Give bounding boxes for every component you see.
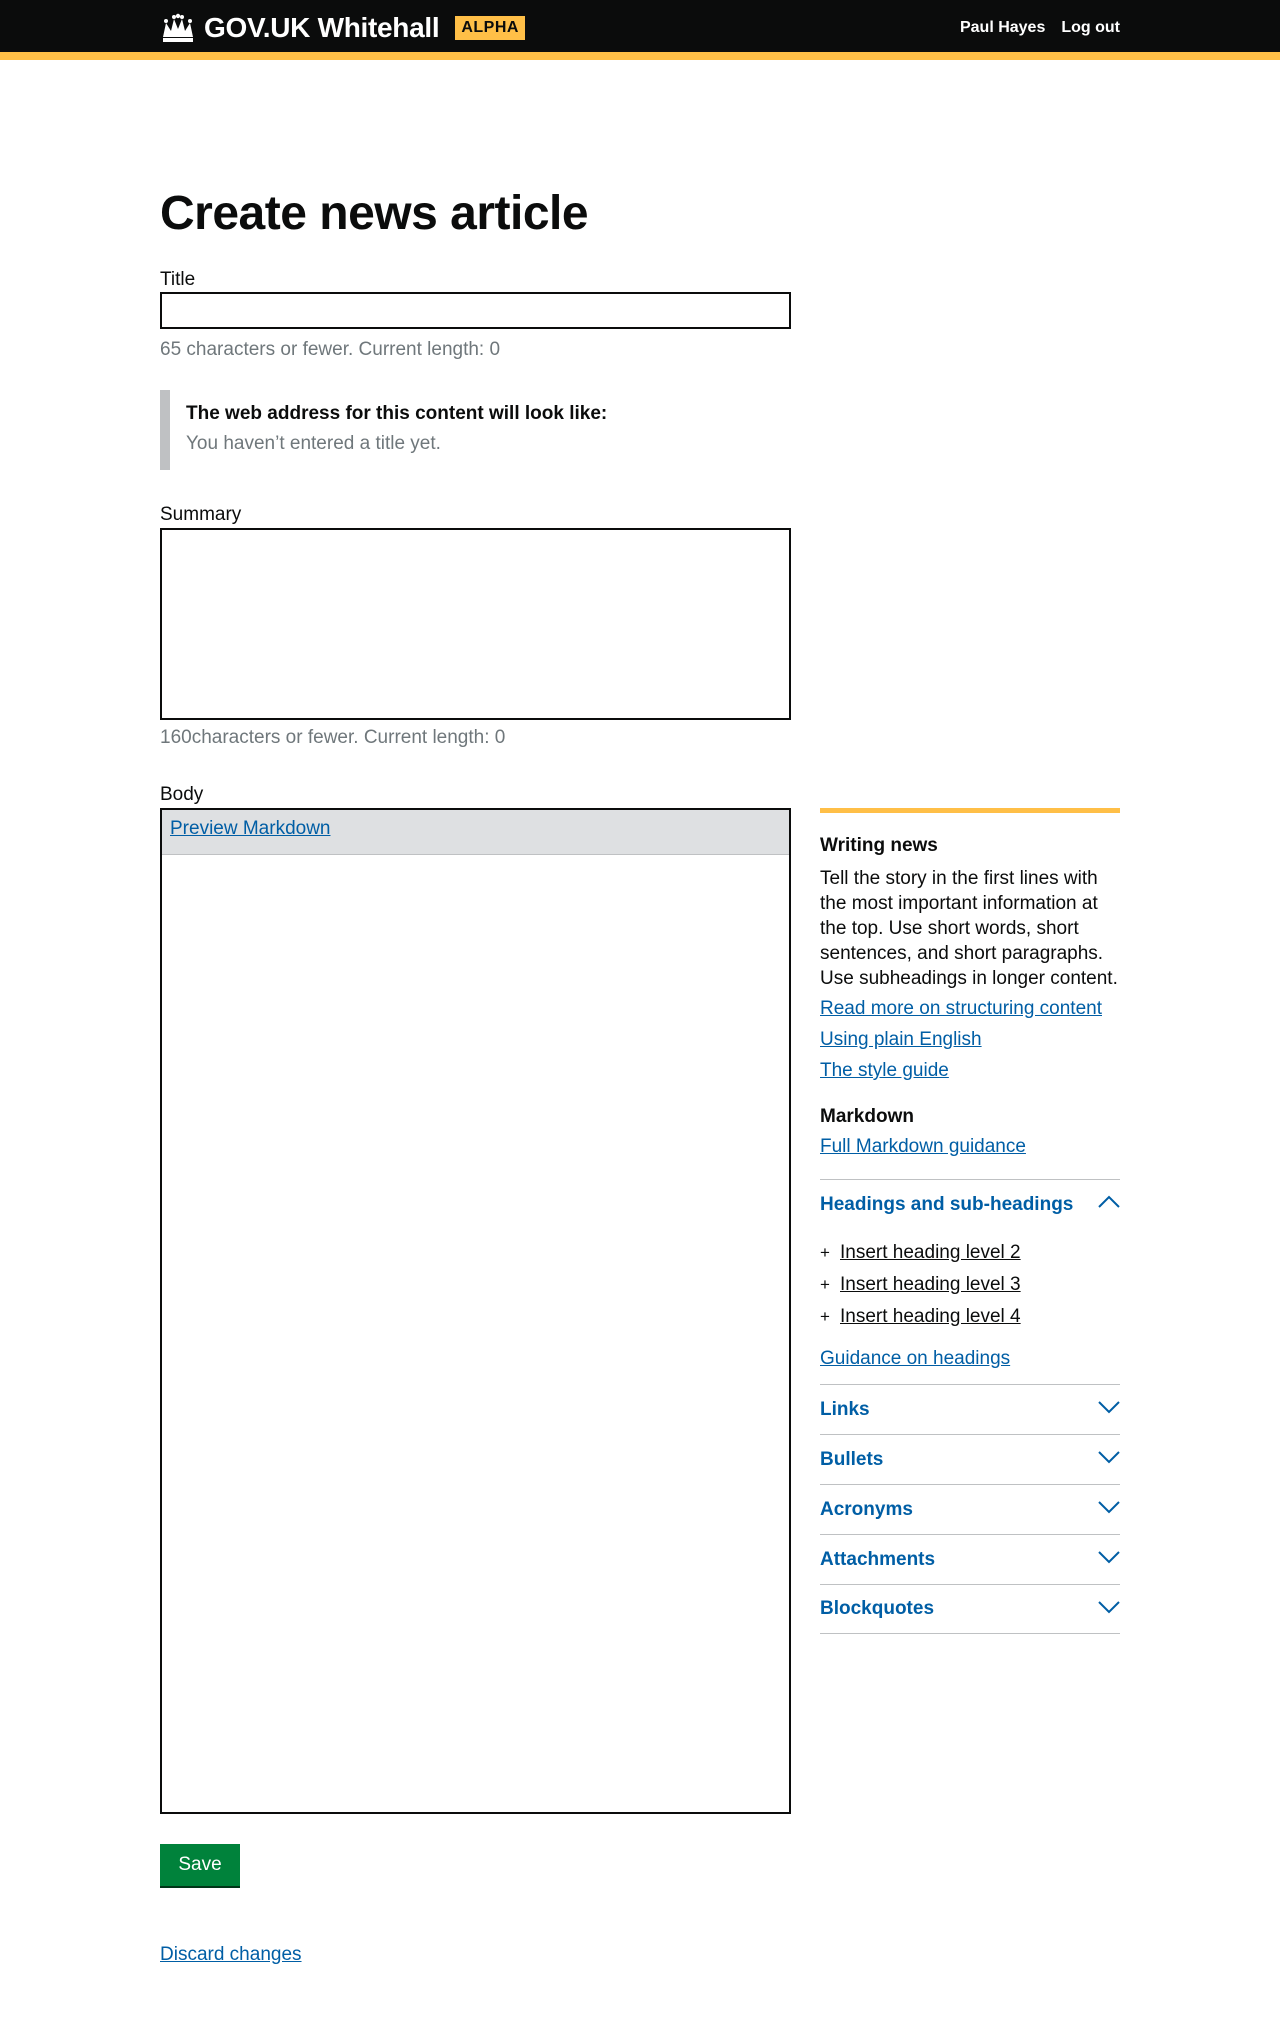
plus-icon: + [820, 1275, 830, 1294]
accordion-headings-header[interactable] [820, 1179, 1120, 1229]
accordion-headings-title: Headings and sub-headings [820, 1193, 1074, 1215]
summary-label: Summary [160, 504, 242, 525]
accordion-bullets-title: Bullets [820, 1448, 884, 1470]
title-label: Title [160, 269, 196, 290]
markdown-guidance-link[interactable]: Full Markdown guidance [820, 1136, 1026, 1157]
chevron-down-icon [1098, 1500, 1120, 1514]
structuring-content-link[interactable]: Read more on structuring content [820, 998, 1102, 1019]
summary-textarea[interactable] [160, 528, 791, 720]
logo-text: GOV.UK Whitehall [204, 12, 440, 43]
accordion-links-title: Links [820, 1398, 870, 1420]
body-label: Body [160, 784, 204, 805]
site-header [0, 0, 1280, 60]
guidance-headings-link[interactable]: Guidance on headings [820, 1348, 1011, 1369]
accordion-blockquotes-header[interactable] [820, 1584, 1120, 1634]
save-button[interactable]: Save [160, 1844, 240, 1886]
web-address-heading: The web address for this content will look like: [186, 403, 608, 424]
chevron-down-icon [1098, 1400, 1120, 1414]
chevron-down-icon [1098, 1600, 1120, 1614]
plus-icon: + [820, 1307, 830, 1326]
list-item [820, 1301, 1120, 1333]
preview-markdown-link[interactable]: Preview Markdown [170, 818, 331, 839]
accordion-attachments-header[interactable] [820, 1534, 1120, 1584]
summary-hint: 160characters or fewer. Current length: 0 [160, 727, 506, 748]
markdown-heading: Markdown [820, 1106, 914, 1127]
title-hint: 65 characters or fewer. Current length: 0 [160, 339, 501, 360]
writing-news-heading: Writing news [820, 835, 938, 856]
accordion-blockquotes-title: Blockquotes [820, 1598, 935, 1619]
phase-tag: ALPHA [455, 16, 525, 40]
accordion-links-header[interactable] [820, 1384, 1120, 1434]
list-item [820, 1269, 1120, 1301]
accordion-headings-content [820, 1229, 1120, 1371]
style-guide-link[interactable]: The style guide [820, 1060, 949, 1081]
plain-english-link[interactable]: Using plain English [820, 1029, 982, 1050]
insert-heading-4-link[interactable]: Insert heading level 4 [840, 1306, 1021, 1327]
web-address-hint: You haven’t entered a title yet. [186, 433, 441, 454]
govuk-logo-link[interactable] [160, 10, 525, 46]
list-item [820, 1237, 1120, 1269]
discard-changes-link[interactable]: Discard changes [160, 1944, 302, 1965]
title-input[interactable] [160, 292, 791, 329]
page-title: Create news article [160, 187, 589, 240]
user-nav [960, 19, 1120, 37]
insert-heading-3-link[interactable]: Insert heading level 3 [840, 1274, 1021, 1295]
accordion-attachments-title: Attachments [820, 1548, 936, 1570]
accordion-bullets-header[interactable] [820, 1434, 1120, 1484]
user-name-link[interactable]: Paul Hayes [959, 19, 1046, 36]
body-editor [160, 808, 791, 1814]
chevron-down-icon [1098, 1550, 1120, 1564]
editor-toolbar [162, 810, 789, 855]
chevron-up-icon [1098, 1195, 1120, 1209]
chevron-down-icon [1098, 1450, 1120, 1464]
insert-heading-2-link[interactable]: Insert heading level 2 [840, 1242, 1021, 1263]
guidance-sidebar [820, 808, 1120, 1634]
web-address-inset [160, 390, 791, 470]
body-textarea[interactable] [162, 855, 789, 1811]
writing-news-text: Tell the story in the first lines with the most important information at the top. Use short words, short sentences, and short paragraphs. Use subheadings in longer content. [820, 868, 1118, 989]
accordion-acronyms-header[interactable] [820, 1484, 1120, 1534]
accordion-acronyms-title: Acronyms [820, 1498, 913, 1520]
plus-icon: + [820, 1243, 830, 1262]
crown-icon [160, 13, 196, 43]
logout-link[interactable]: Log out [1061, 19, 1120, 36]
